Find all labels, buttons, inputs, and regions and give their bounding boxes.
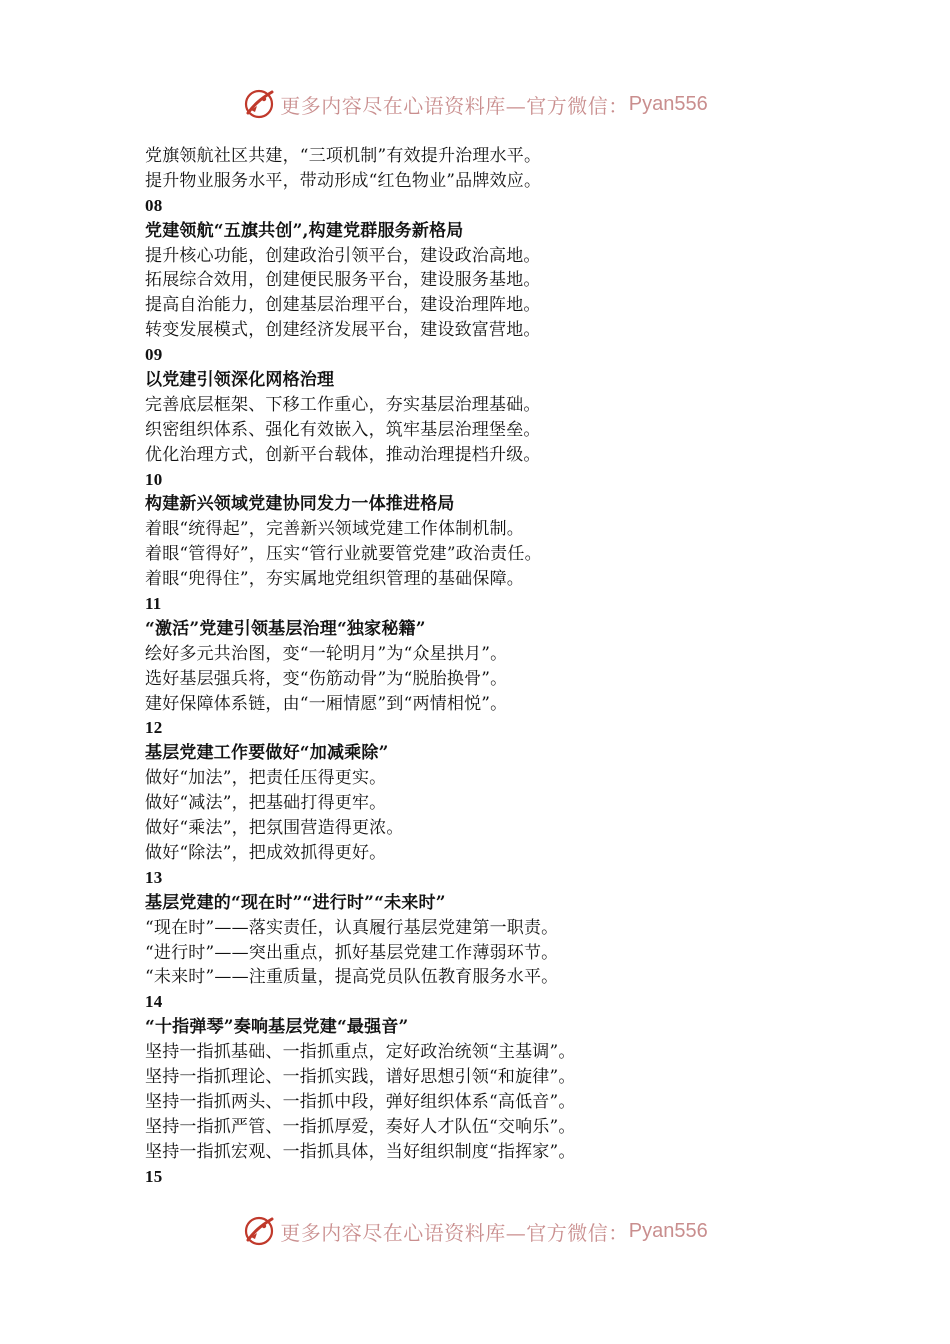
body-line: 提升核心功能，创建政治引领平台，建设政治高地。 — [145, 245, 541, 266]
section-heading: 基层党建的“现在时”“进行时”“未来时” — [145, 892, 446, 913]
body-line: 选好基层强兵将，变“伤筋动骨”为“脱胎换骨”。 — [145, 668, 508, 689]
section-number: 08 — [145, 195, 163, 215]
document-body — [145, 144, 845, 1189]
section-number: 14 — [145, 992, 163, 1012]
body-line: 绘好多元共治图，变“一轮明月”为“众星拱月”。 — [145, 643, 508, 664]
section-heading: “十指弹琴”奏响基层党建“最强音” — [145, 1017, 409, 1038]
section-number: 15 — [145, 1166, 163, 1186]
section-number: 12 — [145, 718, 163, 738]
body-line: 坚持一指抓理论、一指抓实践，谱好思想引领“和旋律”。 — [145, 1066, 576, 1087]
body-line: 提升物业服务水平，带动形成“红色物业”品牌效应。 — [145, 170, 542, 191]
section-heading: “激活”党建引领基层治理“独家秘籍” — [145, 618, 426, 639]
brush-logo-icon — [242, 1214, 276, 1248]
body-line: 织密组织体系、强化有效嵌入，筑牢基层治理堡垒。 — [145, 419, 541, 440]
body-line: 着眼“统得起”，完善新兴领域党建工作体制机制。 — [145, 519, 524, 540]
section-heading: 党建领航“五旗共创”,构建党群服务新格局 — [145, 220, 464, 241]
section-number: 13 — [145, 867, 163, 887]
body-line: 完善底层框架、下移工作重心，夯实基层治理基础。 — [145, 394, 541, 415]
watermark-wechat-id: Pyan556 — [628, 1219, 708, 1242]
body-line: 着眼“兜得住”，夯实属地党组织管理的基础保障。 — [145, 569, 524, 590]
body-line: 建好保障体系链，由“一厢情愿”到“两情相悦”。 — [145, 693, 508, 714]
header-watermark — [0, 84, 950, 124]
footer-watermark — [0, 1211, 950, 1251]
brush-logo-icon — [242, 87, 276, 121]
body-line: 党旗领航社区共建，“三项机制”有效提升治理水平。 — [145, 146, 542, 166]
body-line: 坚持一指抓宏观、一指抓具体，当好组织制度“指挥家”。 — [145, 1141, 576, 1162]
body-line: 做好“除法”，把成效抓得更好。 — [145, 842, 387, 863]
body-line: 坚持一指抓严管、一指抓厚爱，奏好人才队伍“交响乐”。 — [145, 1116, 576, 1137]
body-line: 做好“加法”，把责任压得更实。 — [145, 768, 387, 789]
body-line: 做好“乘法”，把氛围营造得更浓。 — [145, 818, 404, 839]
body-line: “进行时”——突出重点，抓好基层党建工作薄弱环节。 — [145, 942, 559, 963]
watermark-text: 更多内容尽在心语资料库—官方微信： — [280, 1220, 629, 1245]
body-line: 做好“减法”，把基础打得更牢。 — [145, 793, 387, 814]
section-number: 11 — [145, 594, 162, 614]
section-number: 09 — [145, 345, 163, 365]
body-line: 提高自治能力，创建基层治理平台，建设治理阵地。 — [145, 295, 541, 316]
section-heading: 构建新兴领域党建协同发力一体推进格局 — [145, 494, 455, 515]
body-line: 着眼“管得好”，压实“管行业就要管党建”政治责任。 — [145, 544, 542, 565]
body-line: 坚持一指抓基础、一指抓重点，定好政治统领“主基调”。 — [145, 1042, 576, 1063]
body-line: 拓展综合效用，创建便民服务平台，建设服务基地。 — [145, 270, 541, 291]
body-line: 转变发展模式，创建经济发展平台，建设致富营地。 — [145, 320, 541, 341]
section-heading: 基层党建工作要做好“加减乘除” — [145, 743, 389, 764]
watermark-text: 更多内容尽在心语资料库—官方微信： — [280, 93, 629, 118]
body-line: 坚持一指抓两头、一指抓中段，弹好组织体系“高低音”。 — [145, 1091, 576, 1112]
body-line: “现在时”——落实责任，认真履行基层党建第一职责。 — [145, 917, 559, 938]
watermark-wechat-id: Pyan556 — [628, 92, 708, 115]
section-heading: 以党建引领深化网格治理 — [145, 370, 335, 391]
body-line: 优化治理方式，创新平台载体，推动治理提档升级。 — [145, 444, 541, 465]
section-number: 10 — [145, 469, 163, 489]
body-line: “未来时”——注重质量，提高党员队伍教育服务水平。 — [145, 967, 559, 988]
